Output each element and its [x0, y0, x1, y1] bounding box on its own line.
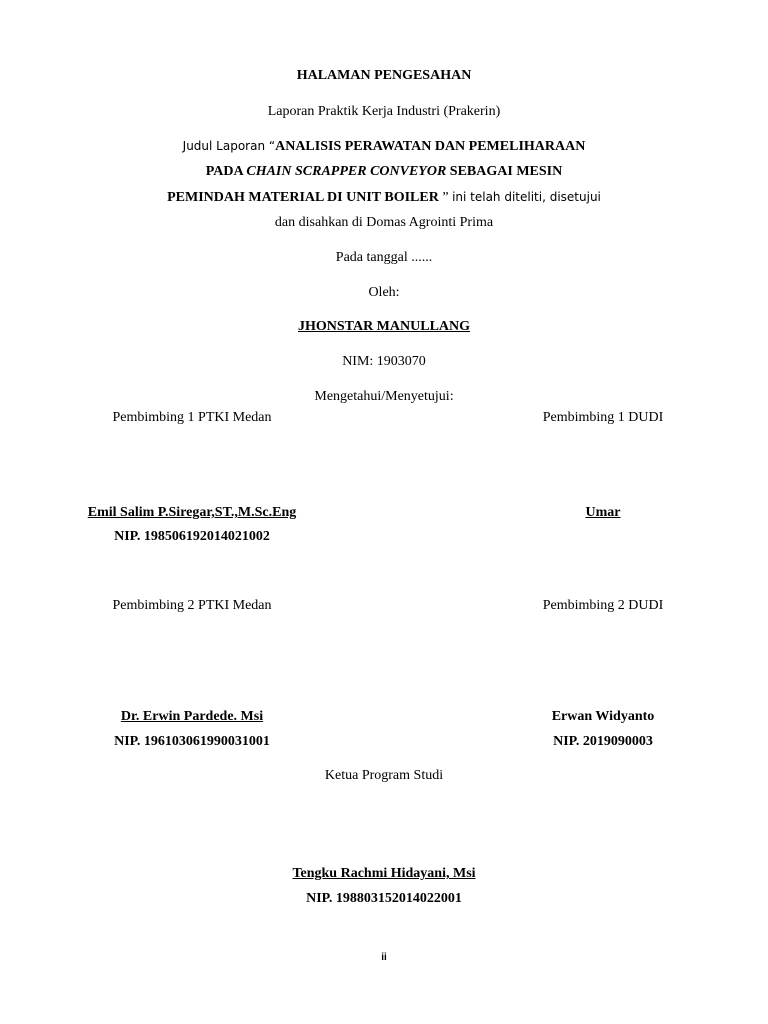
head-of-program-name-row	[0, 865, 768, 883]
supervisor-2-name-left-row	[60, 708, 324, 726]
supervisor-2-role-left: Pembimbing 2 PTKI Medan	[112, 598, 272, 613]
supervisor-1-name-left: Emil Salim P.Siregar,ST.,M.Sc.Eng	[87, 505, 297, 520]
page-heading: HALAMAN PENGESAHAN	[296, 68, 472, 83]
title-text-2b: SEBAGAI MESIN	[446, 164, 563, 179]
supervisor-1-name-left-row	[60, 504, 324, 522]
supervisor-2-name-right-row	[508, 708, 698, 726]
date-line: Pada tanggal ......	[335, 250, 433, 265]
report-type: Laporan Praktik Kerja Industri (Prakerin)	[267, 104, 501, 119]
supervisor-1-name-right: Umar	[585, 505, 621, 520]
title-text-1: ANALISIS PERAWATAN DAN PEMELIHARAAN	[275, 139, 586, 154]
student-nim: NIM: 1903070	[342, 354, 426, 369]
by-label: Oleh:	[368, 285, 400, 300]
supervisor-2-nip-right: NIP. 2019090003	[553, 734, 653, 749]
title-prefix: Judul Laporan “	[182, 139, 276, 153]
student-name: JHONSTAR MANULLANG	[297, 319, 471, 334]
head-of-program-nip: NIP. 198803152014022001	[306, 891, 462, 906]
title-text-2-italic: CHAIN SCRAPPER CONVEYOR	[246, 164, 447, 179]
student-name-row	[0, 318, 768, 336]
supervisor-1-role-left: Pembimbing 1 PTKI Medan	[112, 410, 272, 425]
title-text-3: PEMINDAH MATERIAL DI UNIT BOILER	[167, 190, 439, 205]
page-number: ii	[381, 952, 387, 963]
title-suffix: ini telah diteliti, disetujui	[452, 190, 601, 204]
report-title-line-2	[0, 163, 768, 181]
supervisor-1-nip-left: NIP. 198506192014021002	[114, 529, 270, 544]
report-title-line-3	[0, 188, 768, 207]
supervisor-2-name-right: Erwan Widyanto	[551, 709, 655, 724]
head-of-program-role: Ketua Program Studi	[324, 768, 444, 783]
supervisor-1-role-right: Pembimbing 1 DUDI	[542, 410, 664, 425]
supervisor-2-role-right: Pembimbing 2 DUDI	[542, 598, 664, 613]
supervisor-2-nip-left: NIP. 196103061990031001	[114, 734, 270, 749]
head-of-program-name: Tengku Rachmi Hidayani, Msi	[292, 866, 476, 881]
report-title-line-4: dan disahkan di Domas Agrointi Prima	[274, 215, 494, 230]
title-close-quote: ”	[438, 190, 453, 205]
approval-label: Mengetahui/Menyetujui:	[314, 389, 454, 404]
title-text-2a: PADA	[205, 164, 247, 179]
supervisor-2-name-left: Dr. Erwin Pardede. Msi	[120, 709, 264, 724]
supervisor-1-name-right-row	[508, 504, 698, 522]
report-title-line-1	[0, 137, 768, 156]
